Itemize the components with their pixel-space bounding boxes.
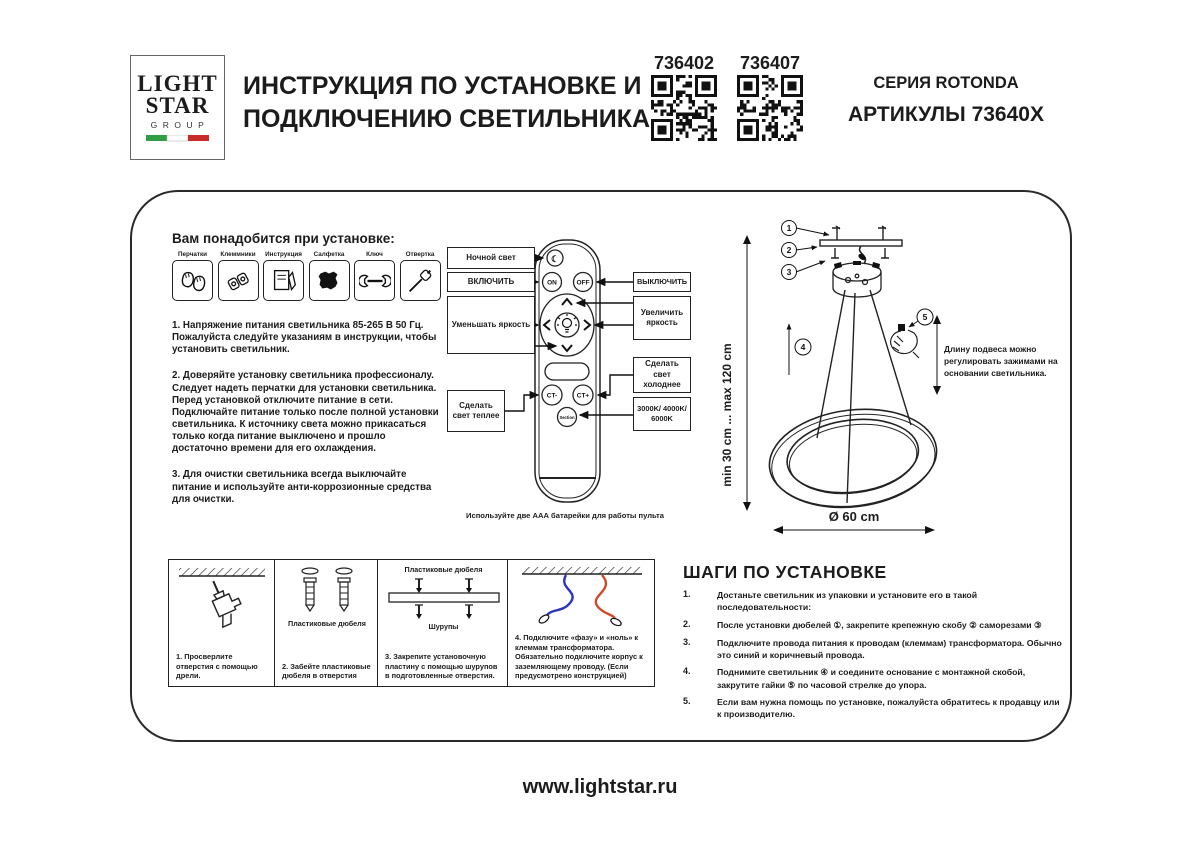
direction-arrows [544,299,590,351]
wrench-icon [359,265,391,297]
pill-button [545,363,589,380]
mounting-bracket [820,226,902,264]
diameter-dimension [773,526,935,534]
arrow-up-icon [562,299,572,305]
arrow-right-icon [584,320,590,330]
dowel-icon [336,568,352,611]
increase-brightness-label: Увеличить яркость [633,296,691,340]
panel-2-label: Пластиковые дюбеля [288,619,366,628]
qr-code-left [651,75,717,141]
neutral-wire [596,575,615,621]
suspension-cables [817,290,911,503]
instruction-icon [268,265,300,297]
tool-terminals: Клеммники [218,251,259,301]
remote-buttons [540,250,594,427]
diameter-label: Ø 60 cm [828,509,880,524]
safety-paragraph-2: 2. Доверяйте установку светильника профессионалу. Следует надеть перчатки для установки светильника. Перед установкой отключите питание в сети. Подключайте питание только после полной установки светильника. К источнику света можно прикасаться только когда питание выключено и прошло достаточно времени для его охлаждения. [172,370,439,455]
terminals-icon [222,265,254,297]
tool-instruction: Инструкция [263,251,304,301]
height-range-label: min 30 cm ... max 120 cm [720,343,734,487]
panel-drill [169,560,275,686]
napkin-icon [313,265,345,297]
turn-on-label: ВКЛЮЧИТЬ [447,272,535,292]
callout-1-number: 1 [786,223,792,233]
callout-5-number: 5 [922,312,928,322]
wire-connector-icon [610,617,623,627]
title-line-2: ПОДКЛЮЧЕНИЮ СВЕТИЛЬНИКА [243,105,651,133]
decrease-brightness-label: Уменьшать яркость [447,296,535,354]
panel-plate [378,560,508,686]
step-item: 1. Достаньте светильник из упаковки и установите его в такой последовательности: [683,589,978,613]
ct-minus-label: CT- [546,392,558,400]
panel-3-label-bottom: Шурупы [428,622,459,631]
kelvin-modes-label: 3000K/ 4000K/ 6000K [633,397,691,431]
steps-heading: ШАГИ ПО УСТАНОВКЕ [683,562,887,582]
safety-paragraph-1: 1. Напряжение питания светильника 85-265 В 50 Гц. Пожалуйста следуйте указаниям в инструкции, чтобы установить светильник. [172,320,437,356]
logo-text-star: STAR [145,92,210,118]
adjust-length-arrow [933,315,941,395]
logo-text-light: LIGHT [137,71,218,97]
section-button-label: Section [559,414,575,420]
callout-2-number: 2 [786,245,792,255]
warmer-light-label: Сделать свет теплее [447,390,505,432]
tool-screwdriver: Отвертка [400,251,441,301]
tool-napkin: Салфетка [309,251,350,301]
step-item: 3. Подключите провода питания к проводам (клеммам) трансформатора. Обычно это синий и коричневый провода. [683,636,1062,660]
gloves-icon [177,265,209,297]
screw-icon [415,579,473,593]
bulb-icon [557,314,577,332]
tool-gloves: Перчатки [172,251,213,301]
callout-4-number: 4 [800,342,806,352]
ct-plus-label: CT+ [576,392,590,400]
safety-paragraphs [172,320,440,520]
panel-2-caption: 2. Забейте пластиковые дюбеля в отверстия [282,661,371,681]
page-title [243,70,673,136]
panel-dowels [275,560,378,686]
callout-leaders [796,228,829,272]
step-item: 2. После установки дюбелей ①, закрепите крепежную скобу ② саморезами ③ [683,618,1042,630]
panel-wiring [508,560,654,686]
installation-steps [683,562,1065,721]
lightstar-logo [130,55,225,160]
wire-connector-icon [538,613,550,624]
series-name: СЕРИЯ ROTONDA [873,74,1019,92]
dowel-icon [302,568,318,611]
needs-heading: Вам понадобится при установке: [172,231,395,246]
step-item: 4. Поднимите светильник ④ и соедините основание с монтажной скобой, закрутите гайки ⑤ по часовой стрелке до упора. [683,666,1026,690]
qr-label-736407: 736407 [739,53,801,73]
battery-note: Используйте две ААА батарейки для работы пульта [466,511,664,520]
safety-paragraph-3: 3. Для очистки светильника всегда выключайте питание и используйте анти-коррозионные средства для очистки. [172,469,432,505]
moon-icon: ☾ [550,254,560,264]
dowels-illustration [280,565,375,617]
step-item: 5. Если вам нужна помощь по установке, пожалуйста обратитесь к продавцу или к производителю. [683,696,1060,720]
off-button-label: OFF [576,279,590,287]
panel-1-caption: 1. Просверлите отверстия с помощью дрели. [176,652,258,681]
arrow-down-icon [562,345,572,351]
logo-text-group: GROUP [150,119,210,130]
on-button-label: ON [547,279,557,287]
callout-5-leader [909,321,918,327]
turn-off-label: ВЫКЛЮЧИТЬ [633,272,691,292]
italian-flag-icon [146,135,210,142]
panel-3-label-top: Пластиковые дюбеля [404,565,483,574]
mounting-plate-illustration [381,574,507,622]
adjust-length-note: Длину подвеса можно регулировать зажимами на основании светильника. [944,344,1058,379]
panel-4-caption: 4. Подключите «фазу» и «ноль» к клеммам трансформатора. Обязательно подключите корпус к заземляющему проводу. (Если предусмотрено конструкцией) [515,632,643,681]
hand-adjust-icon [891,324,919,358]
arrow-left-icon [544,320,550,330]
screw-icon [415,605,473,619]
qr-label-736402: 736402 [653,53,715,73]
screwdriver-icon [404,265,436,297]
night-light-label: Ночной свет [447,247,535,269]
panel-3-caption: 3. Закрепите установочную пластину с помощью шурупов в подготовленные отверстия. [385,652,498,681]
installation-panels [168,559,655,687]
tools-row [172,251,441,301]
canopy [833,261,881,297]
drill-illustration [175,565,270,633]
series-block [822,74,1070,127]
articles-number: АРТИКУЛЫ 73640X [848,103,1044,126]
height-dimension [743,235,751,511]
title-line-1: ИНСТРУКЦИЯ ПО УСТАНОВКЕ И [243,72,642,100]
led-ring [764,400,943,517]
qr-code-right [737,75,803,141]
tool-wrench: Ключ [354,251,395,301]
drill-icon [204,575,246,628]
callout-3-number: 3 [786,267,792,277]
phase-wire [546,575,573,617]
website-url: www.lightstar.ru [522,776,678,798]
colder-light-label: Сделать свет холоднее [633,357,691,393]
wiring-illustration [514,565,650,627]
